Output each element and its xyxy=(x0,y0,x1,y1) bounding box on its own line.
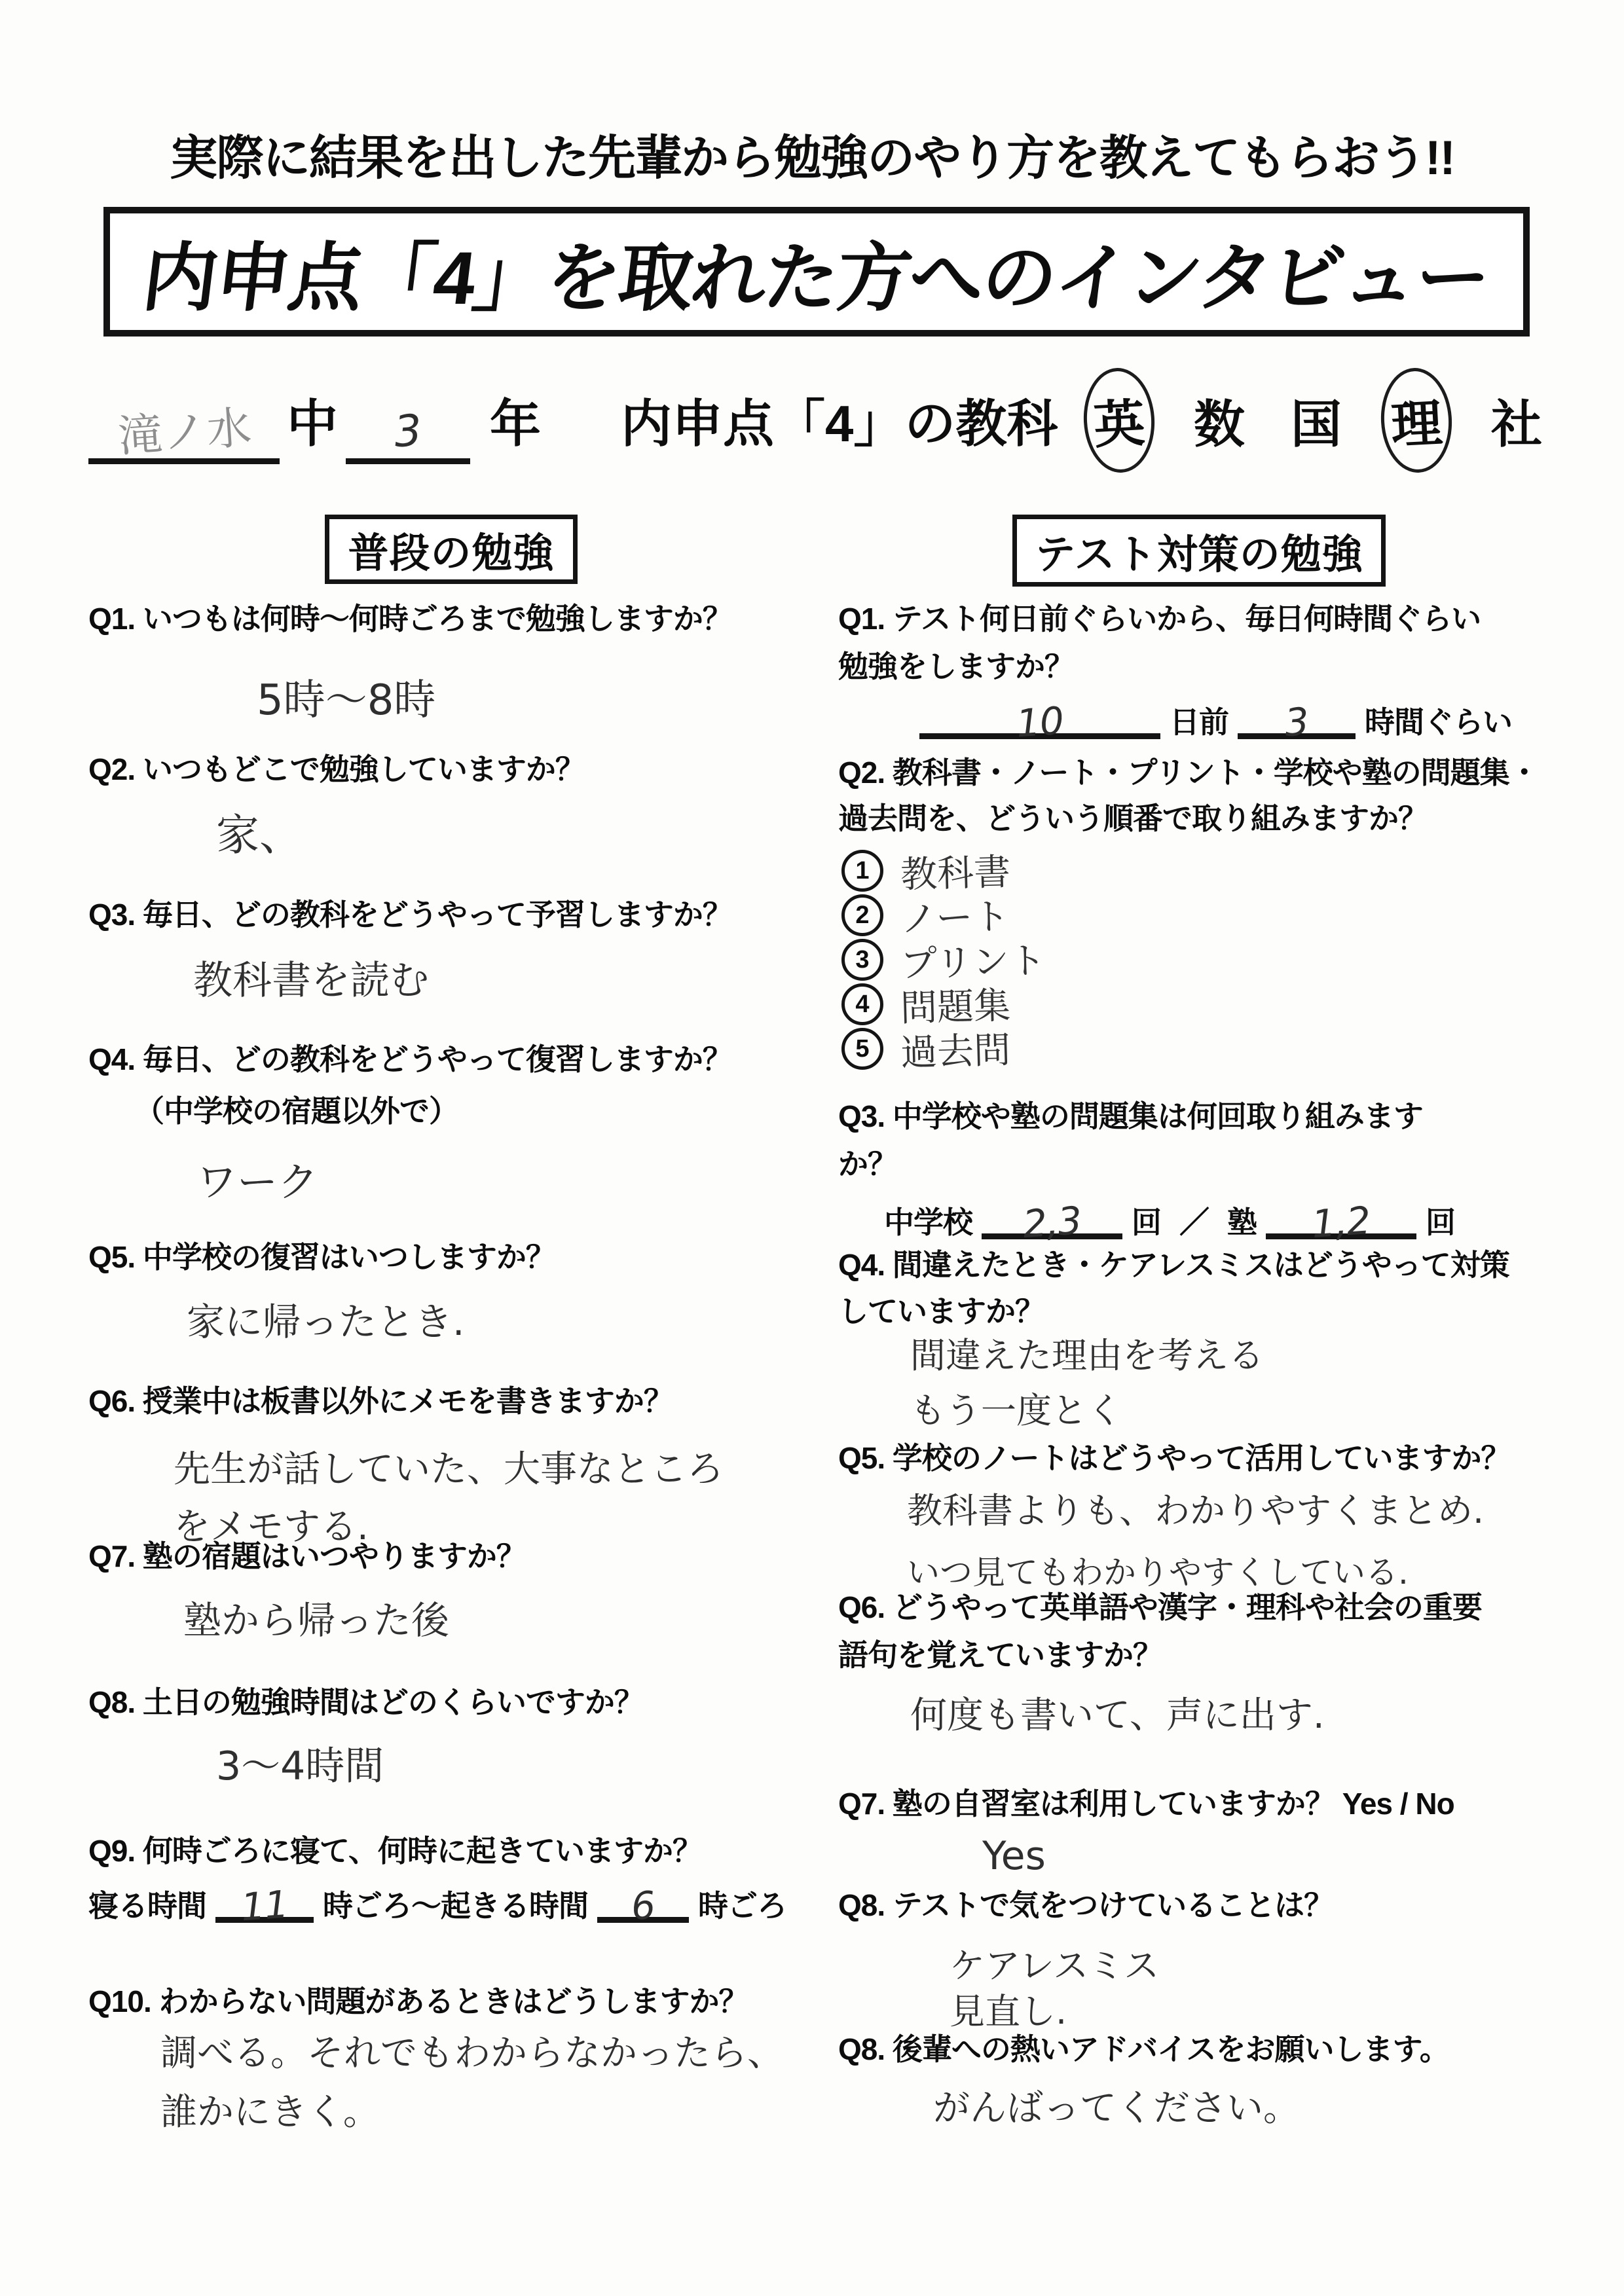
left-q2-answer: 家、 xyxy=(216,810,303,860)
right-advice-answer: がんばってください。 xyxy=(933,2087,1300,2130)
days-before-blank xyxy=(919,693,1160,746)
left-q4-question-note: （中学校の宿題以外で） xyxy=(134,1094,458,1128)
right-section-header: テスト対策の勉強 xyxy=(1012,515,1386,587)
circled-number-1-icon: 1 xyxy=(841,850,883,892)
hours-label: 時間ぐらい xyxy=(1365,705,1512,740)
left-q10-answer-line1: 調べる。それでもわからなかったら、 xyxy=(160,2032,784,2075)
left-q3-answer: 教科書を読む xyxy=(193,958,429,1004)
left-q2-question: Q2. いつもどこで勉強していますか？ xyxy=(88,752,585,786)
headline: 実際に結果を出した先輩から勉強のやり方を教えてもらおう!! xyxy=(170,132,1454,185)
circled-number-5-icon: 5 xyxy=(841,1028,883,1070)
right-q7-answer: Yes xyxy=(982,1833,1046,1879)
count-separator: ／ xyxy=(1179,1205,1209,1240)
left-q1-answer: 5時～8時 xyxy=(257,676,436,725)
left-q8-answer: 3～4時間 xyxy=(216,1743,384,1789)
right-advice-question: Q8. 後輩への熱いアドバイスをお願いします。 xyxy=(838,2032,1449,2066)
right-q6-question-line1: Q6. どうやって英単語や漢字・理科や社会の重要 xyxy=(838,1590,1482,1624)
left-q5-answer: 家に帰ったとき. xyxy=(187,1300,465,1344)
juku-count-unit: 回 xyxy=(1426,1205,1455,1240)
left-q1-question: Q1. いつもは何時～何時ごろまで勉強しますか？ xyxy=(88,602,732,636)
left-q4-question: Q4. 毎日、どの教科をどうやって復習しますか？ xyxy=(88,1042,732,1076)
right-q5-answer-line1: 教科書よりも、わかりやすくまとめ. xyxy=(907,1490,1485,1531)
sleep-time-handwritten: 11 xyxy=(239,1882,290,1930)
left-q7-answer: 塾から帰った後 xyxy=(183,1598,450,1643)
right-q4-question-line2: していますか？ xyxy=(838,1294,1044,1328)
right-q3-fill-line xyxy=(884,1193,1455,1247)
left-q6-answer-line1: 先生が話していた、大事なところ xyxy=(174,1448,724,1491)
right-q8-answer-line2: 見直し. xyxy=(950,1991,1067,2032)
left-section-header: 普段の勉強 xyxy=(325,515,578,584)
school-name-blank xyxy=(88,385,280,464)
page-title: 内申点「4」を取れた方へのインタビュー xyxy=(138,237,1494,320)
order-item-3-text: プリント xyxy=(900,939,1046,986)
right-q1-question-line1: Q1. テスト何日前ぐらいから、毎日何時間ぐらい xyxy=(838,602,1481,636)
right-q6-answer: 何度も書いて、声に出す. xyxy=(910,1694,1325,1737)
subject-science: 理 xyxy=(1378,366,1454,474)
school-suffix-label: 中 xyxy=(287,395,339,452)
right-q3-question-line1: Q3. 中学校や塾の問題集は何回取り組みます xyxy=(838,1099,1423,1133)
grade-handwritten: 3 xyxy=(392,405,424,458)
left-q10-question: Q10. わからない問題があるときはどうしますか？ xyxy=(88,1984,748,2018)
right-q4-answer-line1: 間違えた理由を考える xyxy=(910,1335,1264,1376)
grade-suffix-label: 年 xyxy=(490,395,542,452)
subject-japanese: 国 xyxy=(1290,395,1342,453)
sleep-time-blank xyxy=(215,1876,314,1930)
wake-time-blank xyxy=(597,1876,689,1929)
right-q1-question-line2: 勉強をしますか？ xyxy=(838,649,1074,683)
left-q8-question: Q8. 土日の勉強時間はどのくらいですか？ xyxy=(88,1685,644,1719)
subject-english: 英 xyxy=(1081,366,1157,474)
circled-number-2-icon: 2 xyxy=(841,894,883,936)
juku-count-handwritten: 1,2 xyxy=(1310,1197,1372,1247)
subject-math: 数 xyxy=(1193,395,1245,453)
right-q5-answer-line2: いつ見てもわかりやすくしている. xyxy=(907,1554,1409,1592)
grade-blank xyxy=(346,385,470,464)
days-before-label: 日前 xyxy=(1170,705,1228,740)
right-q5-question: Q5. 学校のノートはどうやって活用していますか？ xyxy=(838,1441,1511,1475)
subject-list xyxy=(1084,368,1549,473)
circled-number-4-icon: 4 xyxy=(841,983,883,1025)
left-q10-answer-line2: 誰かにきく。 xyxy=(160,2091,380,2134)
days-before-handwritten: 10 xyxy=(1014,698,1065,746)
left-q4-answer: ワーク xyxy=(196,1158,319,1206)
school-count-handwritten: 2,3 xyxy=(1021,1197,1083,1247)
subjects-label: 内申点「4」の教科 xyxy=(621,395,1058,452)
left-q5-question: Q5. 中学校の復習はいつしますか？ xyxy=(88,1240,555,1274)
left-q9-question: Q9. 何時ごろに寝て、何時に起きていますか？ xyxy=(88,1834,703,1868)
left-q6-answer-line2: をメモする. xyxy=(174,1506,369,1548)
subject-social: 社 xyxy=(1490,395,1542,453)
order-item-5-text: 過去問 xyxy=(900,1029,1011,1075)
left-q3-question: Q3. 毎日、どの教科をどうやって予習しますか？ xyxy=(88,898,732,932)
left-q7-question: Q7. 塾の宿題はいつやりますか？ xyxy=(88,1539,526,1573)
wake-time-handwritten: 6 xyxy=(629,1882,657,1929)
school-count-blank xyxy=(982,1193,1122,1247)
time-suffix-label: 時ごろ xyxy=(698,1889,786,1923)
hours-blank xyxy=(1238,693,1356,746)
order-item-4-text: 問題集 xyxy=(900,984,1011,1030)
school-name-handwritten: 滝ノ水 xyxy=(116,401,253,463)
right-q1-fill-line xyxy=(910,693,1512,746)
right-q8-question: Q8. テストで気をつけていることは？ xyxy=(838,1888,1334,1922)
left-q9-fill-line xyxy=(88,1876,786,1930)
right-q2-question-line1: Q2. 教科書・ノート・プリント・学校や塾の問題集・ xyxy=(838,756,1539,790)
order-item-2-text: ノート xyxy=(900,895,1010,941)
left-q6-question: Q6. 授業中は板書以外にメモを書きますか？ xyxy=(88,1384,673,1418)
juku-count-label: 塾 xyxy=(1227,1205,1257,1240)
school-count-unit: 回 xyxy=(1132,1205,1161,1240)
right-q6-question-line2: 語句を覚えていますか？ xyxy=(838,1638,1162,1672)
right-q4-question-line1: Q4. 間違えたとき・ケアレスミスはどうやって対策 xyxy=(838,1248,1509,1282)
title-box xyxy=(103,207,1530,337)
right-q2-question-line2: 過去問を、どういう順番で取り組みますか？ xyxy=(838,801,1428,835)
juku-count-blank xyxy=(1266,1193,1416,1247)
wake-time-label: 時ごろ～起きる時間 xyxy=(323,1889,588,1923)
school-count-label: 中学校 xyxy=(884,1205,972,1240)
circled-number-3-icon: 3 xyxy=(841,939,883,981)
order-item-5 xyxy=(841,1023,1010,1075)
right-q8-answer-line1: ケアレスミス xyxy=(950,1945,1160,1986)
sleep-time-label: 寝る時間 xyxy=(88,1889,206,1923)
right-q3-question-line2: か？ xyxy=(838,1147,897,1181)
order-item-1-text: 教科書 xyxy=(900,850,1011,897)
right-q4-answer-line2: もう一度とく xyxy=(910,1390,1122,1431)
right-q7-question: Q7. 塾の自習室は利用していますか？ Yes / No xyxy=(838,1787,1454,1821)
hours-handwritten: 3 xyxy=(1283,699,1310,746)
